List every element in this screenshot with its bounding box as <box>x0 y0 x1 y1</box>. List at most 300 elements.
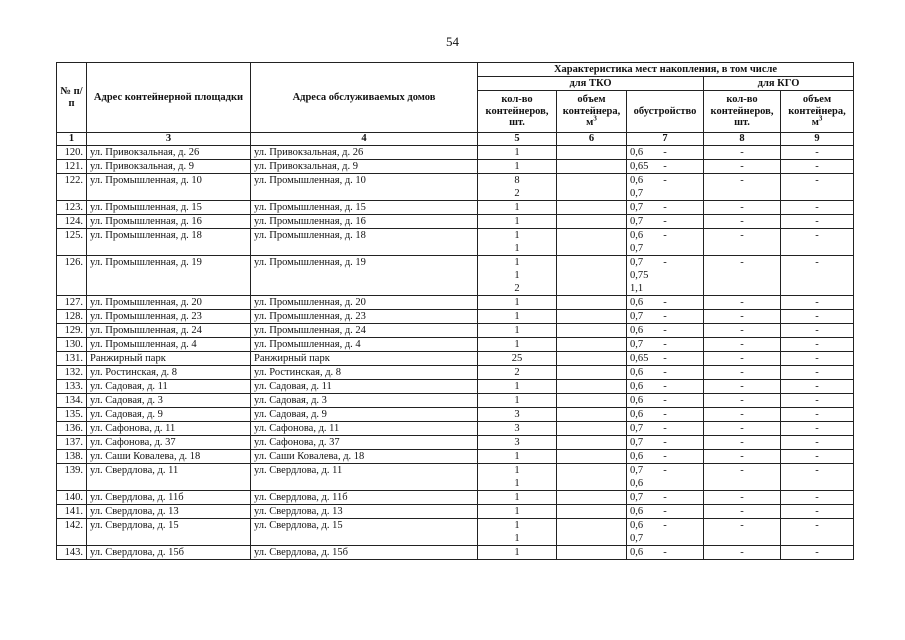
row-address <box>87 201 251 215</box>
row-number <box>57 450 87 464</box>
row-kgo-count <box>704 394 781 408</box>
row-address <box>87 338 251 352</box>
table-row <box>57 215 854 229</box>
row-container-volume-value: 0,7 <box>630 437 644 448</box>
row-container-count <box>478 450 557 464</box>
row-container-count <box>478 491 557 505</box>
row-address <box>87 464 251 491</box>
row-container-volume <box>557 338 644 352</box>
row-kgo-volume <box>781 338 854 352</box>
row-number-text: 127. <box>64 297 83 308</box>
column-number: 1 <box>57 133 87 146</box>
row-equipment-text: - <box>663 297 667 308</box>
row-address <box>87 519 251 546</box>
row-address-text: ул. Сафонова, д. 11 <box>90 423 176 434</box>
row-kgo-volume <box>781 366 854 380</box>
row-kgo-volume-text: - <box>815 202 819 213</box>
column-number: 4 <box>251 133 478 146</box>
row-kgo-volume-text: - <box>815 230 819 241</box>
row-kgo-count <box>704 366 781 380</box>
row-container-volume-value: 1,1 <box>630 283 644 294</box>
row-equipment-text: - <box>663 147 667 158</box>
row-kgo-volume <box>781 146 854 160</box>
row-kgo-volume <box>781 505 854 519</box>
row-address-text: ул. Садовая, д. 11 <box>90 381 168 392</box>
row-container-volume <box>557 491 644 505</box>
row-container-volume-value: 0,7 <box>630 492 644 503</box>
row-served-houses <box>251 352 478 366</box>
row-number <box>57 215 87 229</box>
row-number <box>57 491 87 505</box>
row-address-text: ул. Промышленная, д. 16 <box>90 216 202 227</box>
row-number-text: 132. <box>64 367 83 378</box>
row-served-houses <box>251 408 478 422</box>
row-address <box>87 215 251 229</box>
row-container-volume-value: 0,6 <box>630 230 644 241</box>
row-served-houses-text: ул. Промышленная, д. 16 <box>254 216 366 227</box>
row-served-houses-text: Ранжирный парк <box>254 353 330 364</box>
row-kgo-volume <box>781 491 854 505</box>
table-row <box>57 229 854 256</box>
row-served-houses <box>251 436 478 450</box>
row-number <box>57 324 87 338</box>
row-kgo-count-text: - <box>740 175 744 186</box>
row-container-volume <box>557 408 644 422</box>
row-number-text: 125. <box>64 230 83 241</box>
row-address-text: ул. Промышленная, д. 20 <box>90 297 202 308</box>
row-number <box>57 366 87 380</box>
row-kgo-count-text: - <box>740 230 744 241</box>
row-container-count <box>478 519 557 546</box>
row-address-text: ул. Ростинская, д. 8 <box>90 367 178 378</box>
row-kgo-volume <box>781 215 854 229</box>
row-container-count-value: 1 <box>514 257 520 268</box>
row-kgo-count <box>704 546 781 560</box>
row-container-count <box>478 380 557 394</box>
row-address <box>87 146 251 160</box>
row-kgo-volume <box>781 256 854 296</box>
row-container-count <box>478 310 557 324</box>
row-kgo-volume-text: - <box>815 451 819 462</box>
row-kgo-volume <box>781 394 854 408</box>
column-number: 5 <box>478 133 557 146</box>
row-container-volume-value: 0,65 <box>630 161 649 172</box>
row-container-count-value: 1 <box>514 325 520 336</box>
row-container-count-value: 1 <box>514 395 520 406</box>
row-kgo-count-text: - <box>740 506 744 517</box>
row-address <box>87 505 251 519</box>
header-served-houses: Адреса обслуживаемых домов <box>251 63 478 133</box>
row-kgo-volume-text: - <box>815 353 819 364</box>
row-container-volume <box>557 256 649 296</box>
row-address-text: ул. Свердлова, д. 11 <box>90 465 179 476</box>
row-address-text: ул. Свердлова, д. 15 <box>90 520 179 531</box>
row-number-text: 122. <box>64 175 83 186</box>
row-container-volume <box>557 352 649 366</box>
row-number <box>57 296 87 310</box>
row-number <box>57 408 87 422</box>
row-container-volume-value: 0,65 <box>630 353 649 364</box>
row-kgo-count-text: - <box>740 492 744 503</box>
row-equipment-text: - <box>663 465 667 476</box>
row-equipment-text: - <box>663 395 667 406</box>
row-container-volume-value: 0,7 <box>630 423 644 434</box>
row-container-volume-value: 0,7 <box>630 257 644 268</box>
table-row <box>57 450 854 464</box>
row-container-count <box>478 201 557 215</box>
header-volume <box>557 91 627 133</box>
row-address-text: ул. Промышленная, д. 23 <box>90 311 202 322</box>
row-served-houses <box>251 310 478 324</box>
row-container-count-value: 3 <box>514 437 520 448</box>
row-address-text: ул. Свердлова, д. 13 <box>90 506 179 517</box>
row-kgo-volume-text: - <box>815 409 819 420</box>
row-container-count-value: 1 <box>514 270 520 281</box>
row-address <box>87 296 251 310</box>
column-number: 9 <box>781 133 854 146</box>
row-container-volume-value: 0,7 <box>630 216 644 227</box>
row-equipment-text: - <box>663 547 667 558</box>
row-kgo-count-text: - <box>740 437 744 448</box>
row-address-text: ул. Садовая, д. 3 <box>90 395 163 406</box>
row-number-text: 130. <box>64 339 83 350</box>
row-container-count <box>478 422 557 436</box>
row-number <box>57 256 87 296</box>
row-container-volume <box>557 519 644 546</box>
row-kgo-volume <box>781 296 854 310</box>
header-kgo: для КГО <box>704 77 854 91</box>
row-container-volume-value: 0,6 <box>630 451 644 462</box>
row-container-volume <box>557 310 644 324</box>
header-num: № п/п <box>57 63 87 133</box>
row-address <box>87 422 251 436</box>
row-container-volume-value: 0,6 <box>630 395 644 406</box>
row-equipment-text: - <box>663 423 667 434</box>
row-equipment-text: - <box>663 339 667 350</box>
row-address-text: ул. Свердлова, д. 11б <box>90 492 184 503</box>
row-number <box>57 201 87 215</box>
row-served-houses <box>251 324 478 338</box>
row-address <box>87 229 251 256</box>
row-container-count-value: 2 <box>514 283 520 294</box>
row-container-count-value: 8 <box>514 175 520 186</box>
row-served-houses-text: ул. Сафонова, д. 11 <box>254 423 340 434</box>
row-kgo-count-text: - <box>740 367 744 378</box>
row-number-text: 140. <box>64 492 83 503</box>
row-served-houses-text: ул. Промышленная, д. 19 <box>254 257 366 268</box>
column-numbers-row <box>57 133 854 146</box>
row-served-houses-text: ул. Свердлова, д. 11 <box>254 465 343 476</box>
row-kgo-count <box>704 464 781 491</box>
table-row <box>57 394 854 408</box>
table-header <box>57 63 854 146</box>
row-equipment-text: - <box>663 230 667 241</box>
row-address-text: ул. Промышленная, д. 24 <box>90 325 202 336</box>
table-row <box>57 505 854 519</box>
row-equipment-text: - <box>663 506 667 517</box>
row-container-volume <box>557 422 644 436</box>
row-kgo-volume <box>781 464 854 491</box>
row-kgo-count <box>704 450 781 464</box>
row-container-volume-value: 0,7 <box>630 202 644 213</box>
row-container-count <box>478 505 557 519</box>
row-address <box>87 352 251 366</box>
table-row <box>57 256 854 296</box>
table-row <box>57 174 854 201</box>
row-container-count-value: 1 <box>514 147 520 158</box>
table-row <box>57 310 854 324</box>
header-kgo-volume <box>781 91 854 133</box>
row-served-houses-text: ул. Промышленная, д. 4 <box>254 339 361 350</box>
row-number-text: 139. <box>64 465 83 476</box>
row-container-volume <box>557 229 644 256</box>
row-address-text: ул. Промышленная, д. 4 <box>90 339 197 350</box>
row-kgo-volume-text: - <box>815 492 819 503</box>
row-served-houses <box>251 256 478 296</box>
row-container-volume-value: 0,7 <box>630 243 644 254</box>
header-equipment: обустройство <box>627 91 704 133</box>
row-kgo-count <box>704 519 781 546</box>
header-kgo-volume-label: объем контейнера, м <box>788 94 846 129</box>
row-container-volume <box>557 505 644 519</box>
row-kgo-count-text: - <box>740 353 744 364</box>
row-container-count-value: 1 <box>514 451 520 462</box>
row-served-houses-text: ул. Привокзальная, д. 26 <box>254 147 364 158</box>
table-row <box>57 519 854 546</box>
row-address <box>87 408 251 422</box>
row-number-text: 120. <box>64 147 83 158</box>
row-address-text: ул. Привокзальная, д. 26 <box>90 147 200 158</box>
row-equipment-text: - <box>663 451 667 462</box>
row-container-volume <box>557 160 649 174</box>
row-number-text: 121. <box>64 161 83 172</box>
row-container-volume-value: 0,6 <box>630 325 644 336</box>
table-row <box>57 546 854 560</box>
row-kgo-volume <box>781 408 854 422</box>
table-row <box>57 338 854 352</box>
table-row <box>57 201 854 215</box>
row-kgo-count <box>704 436 781 450</box>
row-container-volume-value: 0,6 <box>630 547 644 558</box>
row-kgo-count <box>704 408 781 422</box>
row-address-text: ул. Промышленная, д. 15 <box>90 202 202 213</box>
row-address-text: Ранжирный парк <box>90 353 166 364</box>
table-row <box>57 366 854 380</box>
row-container-volume-value: 0,6 <box>630 381 644 392</box>
row-kgo-count <box>704 324 781 338</box>
row-kgo-volume-text: - <box>815 175 819 186</box>
row-address <box>87 436 251 450</box>
row-served-houses-text: ул. Садовая, д. 11 <box>254 381 332 392</box>
row-container-volume <box>557 296 644 310</box>
row-equipment-text: - <box>663 175 667 186</box>
row-kgo-count-text: - <box>740 297 744 308</box>
row-container-count <box>478 146 557 160</box>
row-address-text: ул. Промышленная, д. 19 <box>90 257 202 268</box>
row-served-houses-text: ул. Промышленная, д. 20 <box>254 297 366 308</box>
row-kgo-count <box>704 491 781 505</box>
row-container-volume <box>557 201 644 215</box>
row-kgo-count <box>704 146 781 160</box>
header-count: кол-во контейнеров, шт. <box>478 91 557 133</box>
row-address <box>87 160 251 174</box>
row-number-text: 142. <box>64 520 83 531</box>
row-served-houses-text: ул. Ростинская, д. 8 <box>254 367 342 378</box>
column-number: 3 <box>87 133 251 146</box>
row-equipment-text: - <box>663 381 667 392</box>
row-container-count <box>478 366 557 380</box>
row-kgo-count-text: - <box>740 395 744 406</box>
row-served-houses <box>251 296 478 310</box>
row-container-count-value: 3 <box>514 423 520 434</box>
row-kgo-volume <box>781 519 854 546</box>
table-row <box>57 422 854 436</box>
row-kgo-volume <box>781 160 854 174</box>
row-container-count-value: 1 <box>514 297 520 308</box>
row-kgo-volume <box>781 450 854 464</box>
row-kgo-volume-text: - <box>815 520 819 531</box>
column-number: 7 <box>627 133 704 146</box>
row-address <box>87 256 251 296</box>
row-served-houses-text: ул. Садовая, д. 9 <box>254 409 327 420</box>
row-kgo-count-text: - <box>740 216 744 227</box>
row-address <box>87 366 251 380</box>
row-number <box>57 422 87 436</box>
row-served-houses <box>251 380 478 394</box>
table-row <box>57 146 854 160</box>
row-container-volume-value: 0,6 <box>630 367 644 378</box>
row-number <box>57 174 87 201</box>
row-number-text: 143. <box>64 547 83 558</box>
row-container-volume <box>557 366 644 380</box>
row-container-count-value: 1 <box>514 311 520 322</box>
row-container-count-value: 3 <box>514 409 520 420</box>
row-kgo-count <box>704 160 781 174</box>
row-kgo-volume-text: - <box>815 395 819 406</box>
row-served-houses <box>251 450 478 464</box>
row-number <box>57 146 87 160</box>
row-kgo-volume-text: - <box>815 311 819 322</box>
row-container-volume-value: 0,7 <box>630 188 644 199</box>
row-equipment-text: - <box>663 367 667 378</box>
row-container-volume <box>557 146 644 160</box>
row-address <box>87 394 251 408</box>
row-kgo-count-text: - <box>740 423 744 434</box>
row-container-count <box>478 352 557 366</box>
row-container-count-value: 1 <box>514 520 520 531</box>
row-number <box>57 229 87 256</box>
column-number: 6 <box>557 133 627 146</box>
row-served-houses-text: ул. Саши Ковалева, д. 18 <box>254 451 365 462</box>
row-equipment-text: - <box>663 409 667 420</box>
row-kgo-volume-text: - <box>815 506 819 517</box>
table-row <box>57 491 854 505</box>
row-container-count <box>478 394 557 408</box>
row-container-volume <box>557 450 644 464</box>
table-row <box>57 408 854 422</box>
row-served-houses <box>251 160 478 174</box>
row-served-houses <box>251 174 478 201</box>
row-kgo-volume <box>781 380 854 394</box>
row-number <box>57 380 87 394</box>
row-number-text: 135. <box>64 409 83 420</box>
row-number <box>57 436 87 450</box>
row-container-count <box>478 215 557 229</box>
header-kgo-count: кол-во контейнеров, шт. <box>704 91 781 133</box>
row-container-count-value: 1 <box>514 339 520 350</box>
row-container-volume <box>557 394 644 408</box>
row-served-houses <box>251 491 478 505</box>
row-address-text: ул. Саши Ковалева, д. 18 <box>90 451 201 462</box>
row-container-volume-value: 0,7 <box>630 339 644 350</box>
row-container-count-value: 1 <box>514 547 520 558</box>
row-served-houses <box>251 394 478 408</box>
row-kgo-count <box>704 296 781 310</box>
row-container-volume-value: 0,7 <box>630 465 644 476</box>
row-kgo-volume-text: - <box>815 297 819 308</box>
row-container-volume <box>557 174 644 201</box>
row-address <box>87 546 251 560</box>
row-kgo-count-text: - <box>740 381 744 392</box>
row-equipment-text: - <box>663 202 667 213</box>
row-served-houses <box>251 215 478 229</box>
row-container-count <box>478 174 557 201</box>
row-container-count-value: 2 <box>514 367 520 378</box>
row-container-count <box>478 464 557 491</box>
row-served-houses-text: ул. Промышленная, д. 15 <box>254 202 366 213</box>
column-number: 8 <box>704 133 781 146</box>
row-kgo-count <box>704 174 781 201</box>
row-container-count-value: 1 <box>514 230 520 241</box>
row-container-count <box>478 296 557 310</box>
row-kgo-volume-text: - <box>815 547 819 558</box>
header-address: Адрес контейнерной площадки <box>87 63 251 133</box>
row-number-text: 123. <box>64 202 83 213</box>
row-container-count-value: 1 <box>514 202 520 213</box>
row-container-volume-value: 0,6 <box>630 297 644 308</box>
row-equipment-text: - <box>663 311 667 322</box>
row-kgo-volume-text: - <box>815 423 819 434</box>
row-number <box>57 310 87 324</box>
row-kgo-count <box>704 201 781 215</box>
row-container-count-value: 1 <box>514 492 520 503</box>
row-container-count <box>478 546 557 560</box>
row-container-volume <box>557 464 644 491</box>
row-address <box>87 174 251 201</box>
page-number: 54 <box>446 34 459 49</box>
row-served-houses-text: ул. Промышленная, д. 23 <box>254 311 366 322</box>
row-number-text: 131. <box>64 353 83 364</box>
row-kgo-count-text: - <box>740 465 744 476</box>
row-container-volume-value: 0,6 <box>630 147 644 158</box>
header-tko: для ТКО <box>478 77 704 91</box>
row-container-count <box>478 229 557 256</box>
row-container-volume-value: 0,6 <box>630 478 644 489</box>
row-served-houses-text: ул. Сафонова, д. 37 <box>254 437 340 448</box>
row-number <box>57 160 87 174</box>
header-volume-label: объем контейнера, м <box>562 94 621 129</box>
row-kgo-volume-text: - <box>815 325 819 336</box>
row-kgo-volume <box>781 352 854 366</box>
row-kgo-volume <box>781 174 854 201</box>
row-container-count-value: 1 <box>514 161 520 172</box>
row-kgo-count <box>704 505 781 519</box>
header-kgo-volume-sup: 3 <box>818 114 823 123</box>
row-container-count <box>478 324 557 338</box>
row-kgo-count-text: - <box>740 451 744 462</box>
row-container-count <box>478 338 557 352</box>
row-kgo-count-text: - <box>740 311 744 322</box>
